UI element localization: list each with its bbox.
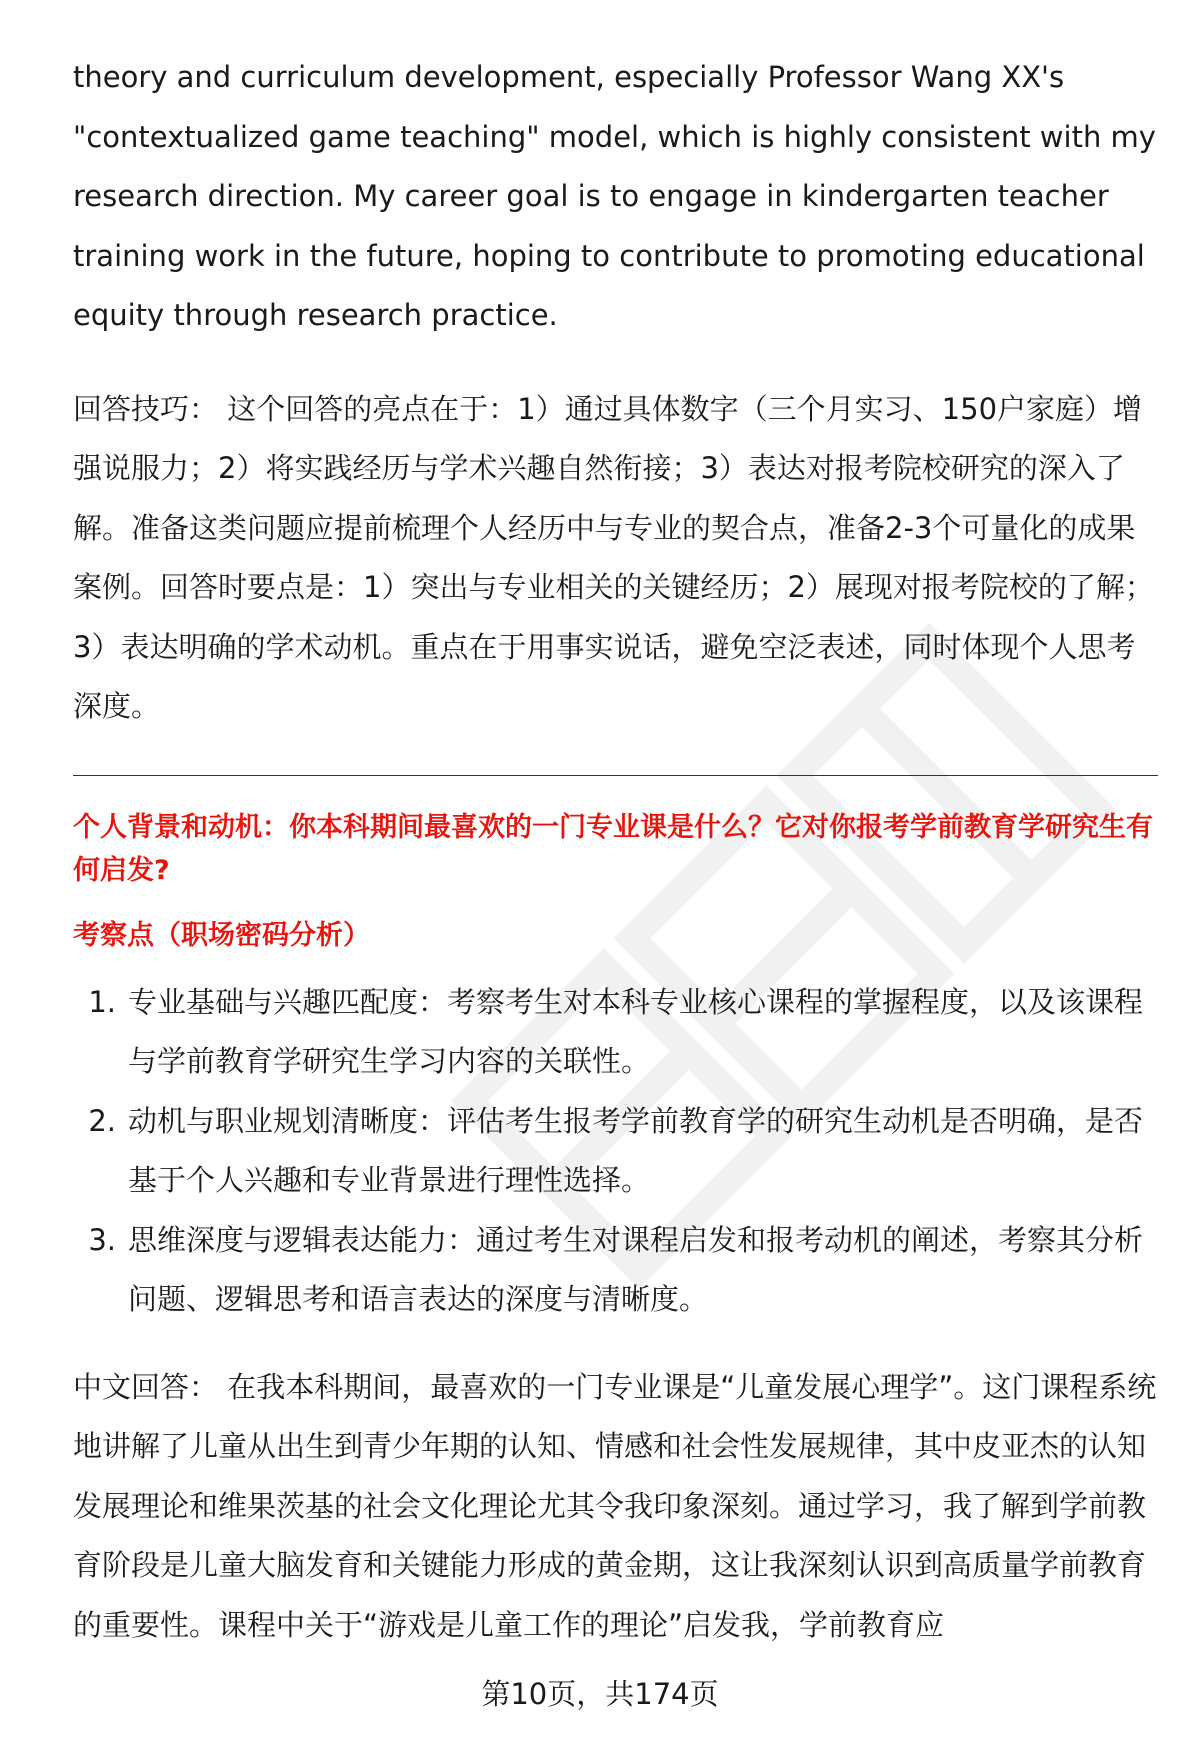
section-divider [73,775,1158,776]
question-title: 个人背景和动机：你本科期间最喜欢的一门专业课是什么？它对你报考学前教育学研究生有何启发? [73,811,1153,886]
list-item-text: 专业基础与兴趣匹配度：考察考生对本科专业核心课程的掌握程度，以及该课程与学前教育学研究生学习内容的关联性。 [128,984,1144,1078]
document-page [73,48,1158,1655]
intro-paragraph: theory and curriculum development, especially Professor Wang XX's "contextualized game teaching" model, which is highly consistent with my research direction. My career goal is to engage in kindergarten teacher training work in the future, hoping to contribute to promoting educational equity through research practice. [73,60,1156,332]
list-item-text: 思维深度与逻辑表达能力：通过考生对课程启发和报考动机的阐述，考察其分析问题、逻辑思考和语言表达的深度与清晰度。 [128,1222,1144,1316]
assessment-list [73,973,1158,1330]
list-item [73,973,1158,1092]
list-item-number: 3. [88,1222,116,1257]
list-item [73,1092,1158,1211]
chinese-answer-paragraph: 中文回答： 在我本科期间，最喜欢的一门专业课是“儿童发展心理学”。这门课程系统地讲解了儿童从出生到青少年期的认知、情感和社会性发展规律，其中皮亚杰的认知发展理论和维果茨基的社会文化理论尤其令我印象深刻。通过学习，我了解到学前教育阶段是儿童大脑发育和关键能力形成的黄金期，这让我深刻认识到高质量学前教育的重要性。课程中关于“游戏是儿童工作的理论”启发我，学前教育应 [73,1369,1157,1642]
list-item-text: 动机与职业规划清晰度：评估考生报考学前教育学的研究生动机是否明确，是否基于个人兴趣和专业背景进行理性选择。 [128,1103,1144,1197]
list-item-number: 2. [88,1103,116,1138]
page-number-footer: 第10页，共174页 [481,1677,719,1711]
assessment-heading: 考察点（职场密码分析） [73,919,370,951]
list-item-number: 1. [88,984,116,1019]
tips-paragraph: 回答技巧： 这个回答的亮点在于：1）通过具体数字（三个月实习、150户家庭）增强说服力；2）将实践经历与学术兴趣自然衔接；3）表达对报考院校研究的深入了解。准备这类问题应提前梳理个人经历中与专业的契合点，准备2-3个可量化的成果案例。回答时要点是：1）突出与专业相关的关键经历；2）展现对报考院校的了解；3）表达明确的学术动机。重点在于用事实说话，避免空泛表述，同时体现个人思考深度。 [73,391,1154,723]
list-item [73,1211,1158,1330]
